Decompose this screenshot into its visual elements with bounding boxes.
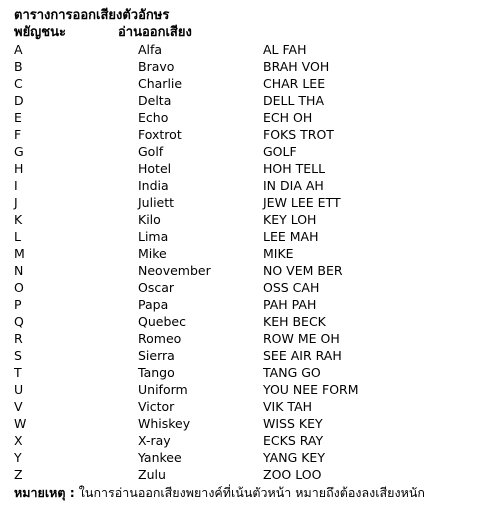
- table-row: [0, 279, 489, 296]
- row-letter: G: [14, 144, 24, 159]
- document-title: ตารางการออกเสียงตัวอักษร: [14, 8, 170, 23]
- row-code-word: Hotel: [138, 161, 172, 176]
- row-pronunciation: ZOO LOO: [263, 467, 322, 482]
- table-row: [0, 75, 489, 92]
- row-code-word: Victor: [138, 399, 175, 414]
- row-code-word: Echo: [138, 110, 169, 125]
- row-code-word: Whiskey: [138, 416, 191, 431]
- row-letter: P: [14, 297, 22, 312]
- row-pronunciation: KEY LOH: [263, 212, 317, 227]
- table-row: [0, 432, 489, 449]
- row-letter: O: [14, 280, 24, 295]
- row-pronunciation: LEE MAH: [263, 229, 319, 244]
- row-pronunciation: SEE AIR RAH: [263, 348, 342, 363]
- row-code-word: Oscar: [138, 280, 175, 295]
- row-pronunciation: AL FAH: [263, 42, 307, 57]
- table-row: [0, 347, 489, 364]
- row-pronunciation: BRAH VOH: [263, 59, 330, 74]
- row-code-word: Kilo: [138, 212, 161, 227]
- row-letter: T: [14, 365, 22, 380]
- row-code-word: Quebec: [138, 314, 186, 329]
- row-code-word: Foxtrot: [138, 127, 182, 142]
- alphabet-table: [0, 41, 489, 483]
- row-pronunciation: FOKS TROT: [263, 127, 334, 142]
- row-pronunciation: IN DIA AH: [263, 178, 324, 193]
- table-row: [0, 245, 489, 262]
- row-code-word: Delta: [138, 93, 172, 108]
- row-pronunciation: MIKE: [263, 246, 294, 261]
- row-pronunciation: CHAR LEE: [263, 76, 326, 91]
- row-letter: N: [14, 263, 24, 278]
- row-pronunciation: ECKS RAY: [263, 433, 324, 448]
- row-letter: H: [14, 161, 24, 176]
- row-code-word: Golf: [138, 144, 164, 159]
- table-row: [0, 330, 489, 347]
- row-code-word: Lima: [138, 229, 169, 244]
- row-code-word: Bravo: [138, 59, 175, 74]
- table-row: [0, 313, 489, 330]
- row-code-word: Papa: [138, 297, 169, 312]
- row-pronunciation: TANG GO: [263, 365, 321, 380]
- table-row: [0, 398, 489, 415]
- row-code-word: Alfa: [138, 42, 163, 57]
- row-letter: F: [14, 127, 22, 142]
- row-pronunciation: HOH TELL: [263, 161, 326, 176]
- row-letter: U: [14, 382, 24, 397]
- row-letter: Z: [14, 467, 23, 482]
- row-pronunciation: OSS CAH: [263, 280, 320, 295]
- row-code-word: Juliett: [138, 195, 175, 210]
- row-letter: Q: [14, 314, 24, 329]
- pronunciation-column-header: อ่านออกเสียง: [118, 25, 192, 40]
- row-letter: E: [14, 110, 22, 125]
- row-code-word: India: [138, 178, 169, 193]
- row-code-word: Neovember: [138, 263, 211, 278]
- table-row: [0, 143, 489, 160]
- row-code-word: Zulu: [138, 467, 166, 482]
- table-row: [0, 41, 489, 58]
- table-row: [0, 126, 489, 143]
- row-letter: V: [14, 399, 23, 414]
- row-pronunciation: DELL THA: [263, 93, 325, 108]
- row-pronunciation: YANG KEY: [263, 450, 325, 465]
- footnote-label: หมายเหตุ :: [14, 485, 75, 500]
- row-pronunciation: ECH OH: [263, 110, 313, 125]
- footnote: [14, 484, 425, 501]
- row-code-word: Romeo: [138, 331, 182, 346]
- row-letter: J: [14, 195, 18, 210]
- table-row: [0, 296, 489, 313]
- row-code-word: Mike: [138, 246, 167, 261]
- table-row: [0, 92, 489, 109]
- row-pronunciation: WISS KEY: [263, 416, 323, 431]
- table-row: [0, 211, 489, 228]
- table-row: [0, 109, 489, 126]
- row-letter: D: [14, 93, 24, 108]
- row-pronunciation: KEH BECK: [263, 314, 326, 329]
- row-letter: L: [14, 229, 21, 244]
- row-letter: Y: [14, 450, 22, 465]
- row-pronunciation: VIK TAH: [263, 399, 313, 414]
- row-letter: C: [14, 76, 23, 91]
- table-row: [0, 381, 489, 398]
- table-row: [0, 262, 489, 279]
- row-pronunciation: PAH PAH: [263, 297, 317, 312]
- row-code-word: X-ray: [138, 433, 171, 448]
- row-code-word: Uniform: [138, 382, 188, 397]
- row-letter: X: [14, 433, 23, 448]
- table-row: [0, 415, 489, 432]
- row-letter: M: [14, 246, 25, 261]
- row-letter: W: [14, 416, 27, 431]
- row-code-word: Sierra: [138, 348, 175, 363]
- table-row: [0, 58, 489, 75]
- row-letter: I: [14, 178, 18, 193]
- footnote-text: ในการอ่านออกเสียงพยางค์ที่เน้นตัวหน้า หมายถึงต้องลงเสียงหนัก: [78, 485, 425, 500]
- letter-column-header: พยัญชนะ: [14, 25, 66, 40]
- row-letter: A: [14, 42, 23, 57]
- table-row: [0, 364, 489, 381]
- row-letter: B: [14, 59, 23, 74]
- row-pronunciation: ROW ME OH: [263, 331, 340, 346]
- table-row: [0, 160, 489, 177]
- row-letter: K: [14, 212, 23, 227]
- table-row: [0, 194, 489, 211]
- row-letter: S: [14, 348, 22, 363]
- row-pronunciation: GOLF: [263, 144, 297, 159]
- row-code-word: Tango: [138, 365, 175, 380]
- row-code-word: Charlie: [138, 76, 183, 91]
- table-row: [0, 177, 489, 194]
- row-pronunciation: NO VEM BER: [263, 263, 343, 278]
- row-pronunciation: JEW LEE ETT: [263, 195, 341, 210]
- row-letter: R: [14, 331, 23, 346]
- table-row: [0, 449, 489, 466]
- row-pronunciation: YOU NEE FORM: [263, 382, 359, 397]
- row-code-word: Yankee: [138, 450, 182, 465]
- table-row: [0, 228, 489, 245]
- table-row: [0, 466, 489, 483]
